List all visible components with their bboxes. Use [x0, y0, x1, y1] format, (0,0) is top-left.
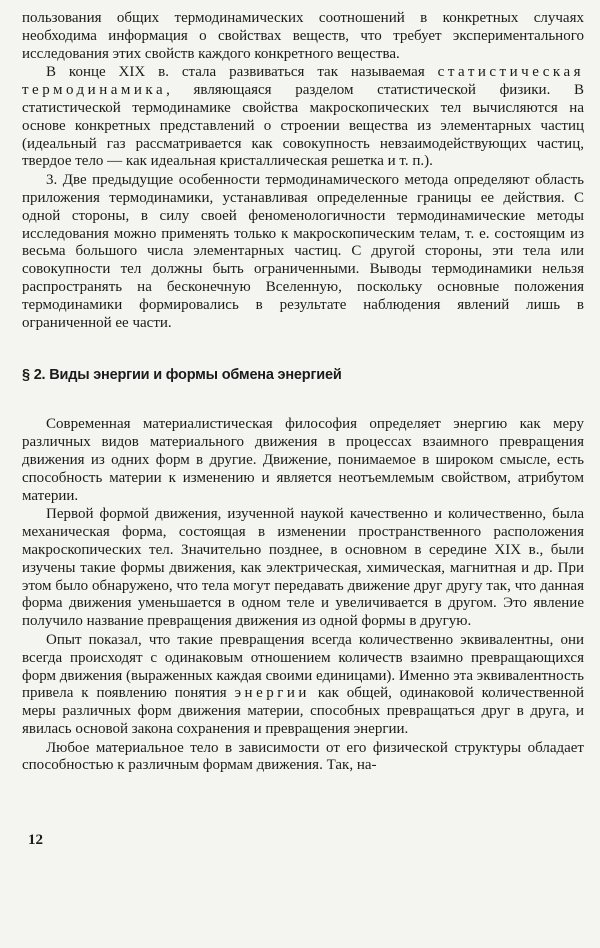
term-statistical-thermodynamics: статистическая термодинамика [22, 64, 584, 99]
paragraph-text: Опыт показал, что такие превращения всегда количественно эквивалентны, они всегда происходят с одинаковым отношением количеств взаимно превращающихся форм движения (выраженных каждая своими единицами). Именно эта эквивалентность привела к появлению понятия [22, 631, 584, 702]
page-number: 12 [28, 832, 43, 848]
term-energy: энергии [234, 685, 310, 702]
paragraph-material-body: Любое материальное тело в зависимости от его физической структуры обладает способностью к различным формам движения. Так, на- [22, 739, 584, 774]
paragraph-statistical-thermodynamics [22, 64, 584, 171]
book-page [22, 10, 584, 775]
paragraph-mechanical-form: Первой формой движения, изученной наукой качественно и количественно, была механическая форма, состоящая в изменении пространственного расположения макроскопических тел. Значительно позднее, в основном в середине XIX в., были изучены такие формы движения, как электрическая, химическая, магнитная и др. При этом было обнаружено, что тела могут передавать движение друг другу так, что данная форма движения уменьшается в одном теле и увеличивается в другом. Это явление получило название превращения движения из одной формы в другую. [22, 506, 584, 630]
section-heading: § 2. Виды энергии и формы обмена энергией [22, 367, 342, 384]
paragraph-equivalence [22, 632, 584, 739]
paragraph-point-3: 3. Две предыдущие особенности термодинамического метода определяют область приложения термодинамики, устанавливая определенные границы ее действия. С одной стороны, в силу своей феноменологичности термодинамические методы исследования можно применять только к макроскопическим телам, т. е. состоящим из весьма большого числа элементарных частиц. С другой стороны, эти тела или совокупности тел должны быть ограниченными. Выводы термодинамики нельзя распространять на бесконечную Вселенную, поскольку основные положения термодинамики формировались в результате наблюдения явлений лишь в ограниченной ее части. [22, 172, 584, 331]
paragraph-text: как общей, одинаковой количественной меры различных форм движения материи, способных превращаться друг в друга, и явилась основой закона сохранения и превращения энергии. [22, 685, 584, 737]
paragraph-continuation: пользования общих термодинамических соотношений в конкретных случаях необходима информация о свойствах веществ, что требует экспериментального исследования этих свойств каждого конкретного вещества. [22, 10, 584, 62]
paragraph-energy-definition: Современная материалистическая философия определяет энергию как меру различных видов материального движения в процессах взаимного превращения движения из одних форм в другие. Движение, понимаемое в широком смысле, есть способность материи к изменению и является неотъемлемым свойством, атрибутом материи. [22, 416, 584, 504]
paragraph-text: , являющаяся разделом статистической физики. В статистической термодинамике свойства макроскопических тел вычисляются на основе конкретных представлений о строении вещества из элементарных частиц (идеальный газ рассматривается как совокупность невзаимодействующих частиц, твердое тело — как идеальная кристаллическая решетка и т. п.). [22, 82, 584, 170]
paragraph-text: В конце XIX в. стала развиваться так называемая [46, 64, 438, 81]
